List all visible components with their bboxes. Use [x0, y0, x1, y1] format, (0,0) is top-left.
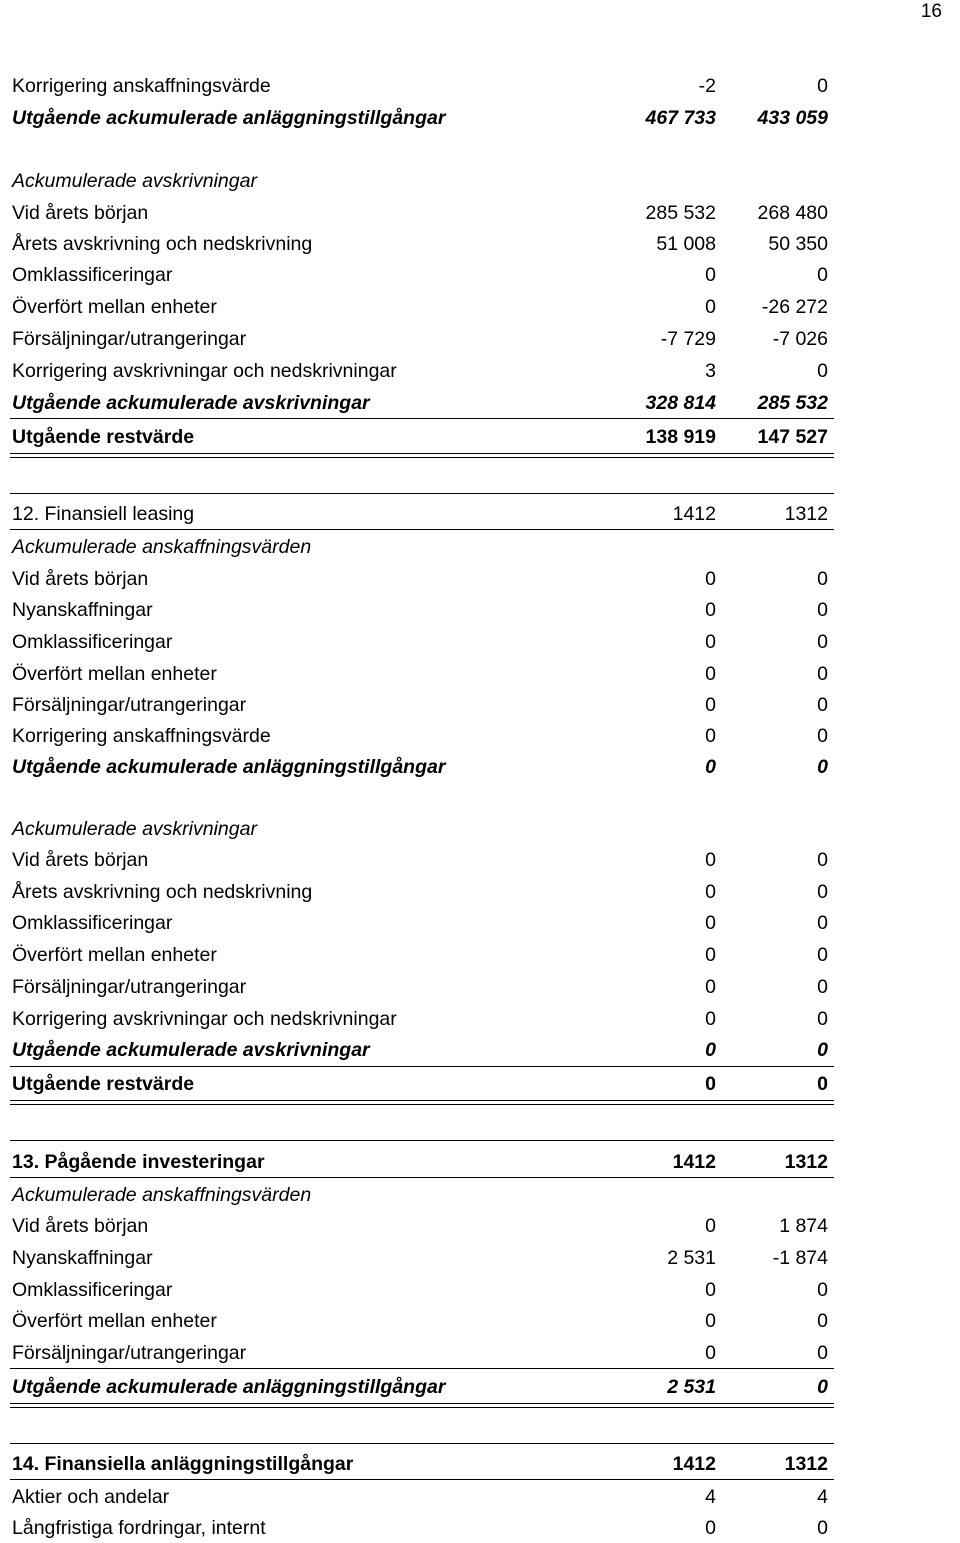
section-header: [12, 1147, 834, 1177]
table-row: [12, 1275, 834, 1305]
value-2014: 328 814: [645, 392, 716, 414]
value-2014: 0: [705, 756, 716, 778]
value-2014: 0: [705, 912, 716, 934]
value-2013: 268 480: [757, 202, 828, 224]
row-label: Vid årets början: [12, 849, 149, 871]
row-label: Utgående ackumulerade avskrivningar: [12, 1039, 370, 1061]
value-2014: 0: [705, 725, 716, 747]
row-label: Aktier och andelar: [12, 1486, 170, 1508]
value-2014: 0: [705, 1517, 716, 1539]
row-label: Överfört mellan enheter: [12, 663, 217, 685]
value-2013: 0: [817, 912, 828, 934]
section-title: 14. Finansiella anläggningstillgångar: [12, 1453, 354, 1475]
subheading-row: [12, 166, 834, 196]
row-label: Långfristiga fordringar, internt: [12, 1517, 266, 1539]
table-row: [12, 229, 834, 259]
table-row: [12, 1482, 834, 1512]
subtotal-row: [12, 388, 834, 418]
value-2014: 0: [705, 264, 716, 286]
row-label: Överfört mellan enheter: [12, 296, 217, 318]
row-label: Omklassificeringar: [12, 264, 173, 286]
divider: [10, 529, 834, 530]
table-row: [12, 627, 834, 657]
section-divider: [10, 1443, 834, 1444]
row-label: Försäljningar/utrangeringar: [12, 976, 247, 998]
value-2013: -7 026: [772, 328, 828, 350]
value-2014: 0: [705, 976, 716, 998]
double-divider: [10, 453, 834, 454]
subtotal-row: [12, 103, 834, 133]
value-2014: 3: [705, 360, 716, 382]
row-label: Överfört mellan enheter: [12, 1310, 217, 1332]
year-header-2013: 1312: [784, 1453, 828, 1475]
row-label: Ackumulerade anskaffningsvärden: [12, 1184, 312, 1206]
double-divider: [10, 1104, 834, 1105]
row-label: Försäljningar/utrangeringar: [12, 328, 247, 350]
value-2014: 0: [705, 1279, 716, 1301]
value-2013: 0: [817, 568, 828, 590]
value-2013: 1 874: [779, 1215, 828, 1237]
section-divider: [10, 1140, 834, 1141]
table-row: [12, 908, 834, 938]
total-row: [12, 422, 834, 452]
table-row: [12, 690, 834, 720]
value-2014: 2 531: [667, 1247, 716, 1269]
year-header-2014: 1412: [672, 1453, 716, 1475]
row-label: Utgående ackumulerade anläggningstillgångar: [12, 756, 446, 778]
year-header-2014: 1412: [672, 1151, 716, 1173]
row-label: Ackumulerade anskaffningsvärden: [12, 536, 312, 558]
value-2014: 0: [705, 1310, 716, 1332]
table-row: [12, 564, 834, 594]
table-row: [12, 1513, 834, 1543]
row-label: Vid årets början: [12, 568, 149, 590]
row-label: Utgående ackumulerade anläggningstillgångar: [12, 1376, 446, 1398]
value-2014: 0: [705, 631, 716, 653]
row-label: Försäljningar/utrangeringar: [12, 1342, 247, 1364]
value-2013: 0: [817, 1073, 828, 1095]
row-label: Utgående restvärde: [12, 426, 195, 448]
table-row: [12, 659, 834, 689]
divider: [10, 1066, 834, 1067]
year-header-2013: 1312: [784, 1151, 828, 1173]
double-divider: [10, 1407, 834, 1408]
table-row: [12, 324, 834, 354]
table-row: [12, 356, 834, 386]
value-2014: 0: [705, 1342, 716, 1364]
value-2013: 147 527: [757, 426, 828, 448]
value-2014: 0: [705, 881, 716, 903]
row-label: Korrigering avskrivningar och nedskrivningar: [12, 1008, 397, 1030]
value-2013: 0: [817, 1008, 828, 1030]
value-2014: 0: [705, 296, 716, 318]
value-2013: 0: [817, 631, 828, 653]
divider: [10, 1368, 834, 1369]
value-2014: 0: [705, 1073, 716, 1095]
value-2013: -26 272: [761, 296, 828, 318]
row-label: Nyanskaffningar: [12, 1247, 153, 1269]
row-label: Omklassificeringar: [12, 631, 173, 653]
value-2014: 51 008: [656, 233, 716, 255]
value-2013: 0: [817, 663, 828, 685]
table-row: [12, 292, 834, 322]
divider: [10, 1177, 834, 1178]
value-2014: 0: [705, 599, 716, 621]
value-2014: 4: [705, 1486, 716, 1508]
value-2014: 0: [705, 568, 716, 590]
section-header: [12, 1449, 834, 1479]
section-title: 13. Pågående investeringar: [12, 1151, 265, 1173]
table-row: [12, 1243, 834, 1273]
value-2014: 0: [705, 1039, 716, 1061]
table-row: [12, 198, 834, 228]
subheading-row: [12, 532, 834, 562]
value-2013: 0: [817, 694, 828, 716]
row-label: Vid årets början: [12, 202, 149, 224]
value-2013: 0: [817, 756, 828, 778]
value-2014: 0: [705, 663, 716, 685]
divider: [10, 1479, 834, 1480]
row-label: Vid årets början: [12, 1215, 149, 1237]
value-2013: 0: [817, 1279, 828, 1301]
value-2014: -2: [698, 75, 716, 97]
value-2013: 0: [817, 1039, 828, 1061]
value-2014: 0: [705, 1008, 716, 1030]
table-row: [12, 972, 834, 1002]
section-divider: [10, 493, 834, 494]
double-divider: [10, 1403, 834, 1404]
value-2013: 0: [817, 360, 828, 382]
year-header-2014: 1412: [672, 503, 716, 525]
row-label: Överfört mellan enheter: [12, 944, 217, 966]
section-title: 12. Finansiell leasing: [12, 503, 195, 525]
table-row: [12, 1004, 834, 1034]
table-row: [12, 845, 834, 875]
row-label: Omklassificeringar: [12, 1279, 173, 1301]
total-row: [12, 1069, 834, 1099]
row-label: Omklassificeringar: [12, 912, 173, 934]
row-label: Ackumulerade avskrivningar: [12, 818, 257, 840]
row-label: Försäljningar/utrangeringar: [12, 694, 247, 716]
value-2013: -1 874: [772, 1247, 828, 1269]
table-row: [12, 1338, 834, 1368]
divider: [10, 418, 834, 419]
double-divider: [10, 457, 834, 458]
value-2013: 0: [817, 881, 828, 903]
section-header: [12, 499, 834, 529]
value-2013: 433 059: [757, 107, 828, 129]
value-2014: 2 531: [667, 1376, 716, 1398]
value-2013: 285 532: [757, 392, 828, 414]
value-2013: 0: [817, 1517, 828, 1539]
value-2013: 0: [817, 1310, 828, 1332]
page-number: 16: [920, 1, 942, 22]
value-2013: 0: [817, 264, 828, 286]
value-2013: 0: [817, 944, 828, 966]
value-2013: 0: [817, 976, 828, 998]
subheading-row: [12, 814, 834, 844]
value-2013: 0: [817, 1376, 828, 1398]
value-2014: 467 733: [645, 107, 716, 129]
value-2014: 0: [705, 944, 716, 966]
value-2013: 0: [817, 599, 828, 621]
subtotal-row: [12, 1035, 834, 1065]
table-row: [12, 260, 834, 290]
value-2014: 0: [705, 1215, 716, 1237]
value-2013: 0: [817, 75, 828, 97]
value-2014: 285 532: [645, 202, 716, 224]
subtotal-row: [12, 1372, 834, 1402]
row-label: Årets avskrivning och nedskrivning: [12, 233, 313, 255]
value-2013: 50 350: [768, 233, 828, 255]
row-label: Korrigering anskaffningsvärde: [12, 75, 271, 97]
year-header-2013: 1312: [784, 503, 828, 525]
table-row: [12, 71, 834, 101]
table-row: [12, 1211, 834, 1241]
row-label: Korrigering anskaffningsvärde: [12, 725, 271, 747]
row-label: Årets avskrivning och nedskrivning: [12, 881, 313, 903]
subtotal-row: [12, 752, 834, 782]
value-2014: 138 919: [645, 426, 716, 448]
row-label: Utgående ackumulerade avskrivningar: [12, 392, 370, 414]
table-row: [12, 595, 834, 625]
table-row: [12, 1306, 834, 1336]
subheading-row: [12, 1180, 834, 1210]
row-label: Utgående restvärde: [12, 1073, 195, 1095]
value-2013: 0: [817, 1342, 828, 1364]
row-label: Nyanskaffningar: [12, 599, 153, 621]
table-row: [12, 721, 834, 751]
value-2013: 0: [817, 725, 828, 747]
value-2014: -7 729: [660, 328, 716, 350]
row-label: Korrigering avskrivningar och nedskrivningar: [12, 360, 397, 382]
value-2013: 0: [817, 849, 828, 871]
row-label: Utgående ackumulerade anläggningstillgångar: [12, 107, 446, 129]
value-2014: 0: [705, 694, 716, 716]
value-2014: 0: [705, 849, 716, 871]
double-divider: [10, 1100, 834, 1101]
value-2013: 4: [817, 1486, 828, 1508]
table-row: [12, 877, 834, 907]
table-row: [12, 940, 834, 970]
row-label: Ackumulerade avskrivningar: [12, 170, 257, 192]
